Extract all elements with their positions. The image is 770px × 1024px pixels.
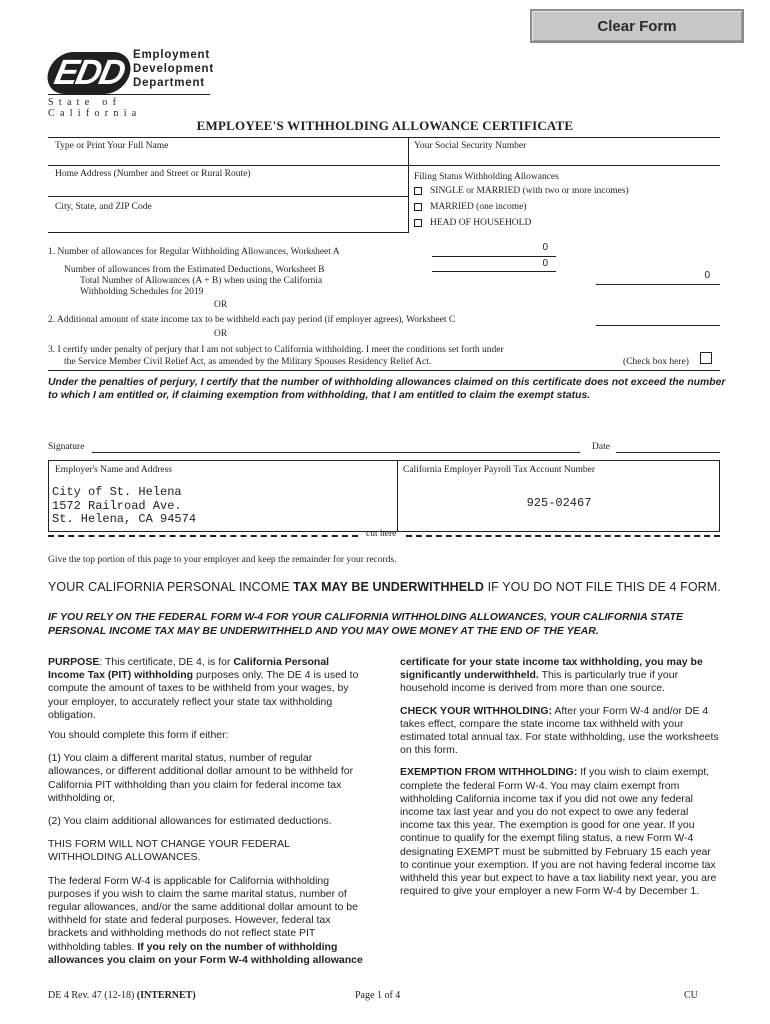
- employer-label: Employer's Name and Address: [55, 465, 173, 475]
- filing-option-hoh[interactable]: HEAD OF HOUSEHOLD: [414, 218, 531, 228]
- form-title: EMPLOYEE'S WITHHOLDING ALLOWANCE CERTIFICATE: [196, 118, 574, 133]
- checkbox-icon: [414, 219, 422, 227]
- check-box-label: (Check box here): [623, 357, 689, 367]
- exempt-checkbox[interactable]: [700, 352, 712, 364]
- employer-line-1: City of St. Helena: [52, 485, 182, 499]
- line1b-value[interactable]: 0: [542, 258, 548, 269]
- footer-code: CU: [684, 990, 698, 1001]
- line1c-label-b: Withholding Schedules for 2019: [80, 287, 204, 297]
- filing-option-single[interactable]: SINGLE or MARRIED (with two or more incomes): [414, 186, 629, 196]
- or-separator-1: OR: [214, 300, 228, 310]
- line1c-value[interactable]: 0: [704, 270, 710, 281]
- signature-label: Signature: [48, 442, 85, 452]
- page-number: Page 1 of 4: [355, 990, 401, 1001]
- cut-here-label: cut here: [366, 529, 397, 539]
- signature-field[interactable]: [92, 438, 580, 452]
- line3-label-a: 3. I certify under penalty of perjury that I am not subject to California withholding. I meet the conditions set forth under: [48, 345, 504, 355]
- line2-label: 2. Additional amount of state income tax to be withheld each pay period (if employer agrees), Worksheet C: [48, 315, 456, 325]
- date-label: Date: [592, 442, 610, 452]
- or-separator-2: OR: [214, 329, 228, 339]
- line1c-label-a: Total Number of Allowances (A + B) when using the California: [80, 276, 323, 286]
- employer-line-2: 1572 Railroad Ave.: [52, 498, 182, 513]
- filing-status-label: Filing Status Withholding Allowances: [414, 172, 559, 182]
- give-top-note: Give the top portion of this page to your employer and keep the remainder for your records.: [48, 555, 397, 565]
- info-column-left: [48, 656, 366, 974]
- condition-1: (1) You claim a different marital status, number of regular allowances, or different additional dollar amount to be withheld for California PIT withholding than you claim for federal income tax withholding or,: [48, 752, 354, 804]
- ssn-label: Your Social Security Number: [414, 141, 527, 151]
- logo-line-3: Department: [133, 77, 205, 89]
- employer-address[interactable]: [52, 486, 196, 527]
- info-column-right: [400, 656, 720, 905]
- payroll-label: California Employer Payroll Tax Account Number: [403, 465, 596, 475]
- line3-label-b: the Service Member Civil Relief Act, as amended by the Military Spouses Residency Relief Act.: [64, 357, 432, 367]
- payroll-value[interactable]: 925-02467: [526, 496, 592, 510]
- should-complete: You should complete this form if either:: [48, 729, 229, 742]
- purpose-paragraph: PURPOSE: This certificate, DE 4, is for California Personal Income Tax (PIT) withholding purposes only. The DE 4 is used to compute the amount of taxes to be withheld from your wages, by your employer, to accurately reflect your state tax withholding obligation.: [48, 656, 359, 721]
- edd-logo-icon: EDD: [44, 52, 135, 94]
- underwithheld-warning: YOUR CALIFORNIA PERSONAL INCOME TAX MAY BE UNDERWITHHELD IF YOU DO NOT FILE THIS DE 4 FORM.: [48, 580, 721, 594]
- ssn-field[interactable]: [412, 152, 718, 164]
- checkbox-icon: [414, 203, 422, 211]
- logo-state: State of California: [48, 94, 210, 119]
- checkbox-icon: [414, 187, 422, 195]
- check-withholding-paragraph: CHECK YOUR WITHHOLDING: After your Form W-4 and/or DE 4 takes effect, compare the state income tax withheld with your estimated total annual tax. For state withholding, use the worksheets on this form.: [400, 704, 719, 757]
- line2-field[interactable]: [596, 313, 720, 325]
- form-id: DE 4 Rev. 47 (12-18) (INTERNET): [48, 990, 196, 1001]
- city-field[interactable]: [52, 214, 404, 230]
- line1b-label: Number of allowances from the Estimated Deductions, Worksheet B: [64, 265, 325, 275]
- federal-notice: IF YOU RELY ON THE FEDERAL FORM W-4 FOR YOUR CALIFORNIA WITHHOLDING ALLOWANCES, YOUR CALIFORNIA STATE PERSONAL INCOME TAX MAY BE UNDERWITHHELD AND YOU MAY OWE MONEY AT THE END OF THE YEAR.: [48, 611, 684, 637]
- not-change-notice: THIS FORM WILL NOT CHANGE YOUR FEDERAL WITHHOLDING ALLOWANCES.: [48, 838, 290, 864]
- full-name-field[interactable]: [52, 152, 404, 164]
- employer-line-3: St. Helena, CA 94574: [52, 512, 197, 526]
- logo-line-2: Development: [133, 63, 215, 75]
- underwithheld-paragraph: certificate for your state income tax withholding, you may be significantly underwithheld. This is particularly true if your household income is derived from more than one source.: [400, 656, 703, 695]
- address-field[interactable]: [52, 180, 404, 194]
- federal-w4-paragraph: The federal Form W-4 is applicable for California withholding purposes if you wish to claim the same marital status, number of regular allowances, and/or the same additional dollar amount to be withheld for state and federal purposes. However, federal tax brackets and withholding methods do not reflect state PIT withholding tables. If you rely on the number of withholding allowances you claim on your Form W-4 withholding allowance: [48, 874, 363, 966]
- full-name-label: Type or Print Your Full Name: [55, 141, 169, 151]
- city-label: City, State, and ZIP Code: [55, 202, 152, 212]
- perjury-statement: Under the penalties of perjury, I certify that the number of withholding allowances claimed on this certificate does not exceed the number to which I am entitled or, if claiming exemption from withholding, that I am entitled to claim the exempt status.: [48, 377, 726, 401]
- line1-value[interactable]: 0: [542, 242, 548, 253]
- clear-form-button[interactable]: Clear Form: [530, 9, 744, 43]
- address-label: Home Address (Number and Street or Rural Route): [55, 169, 251, 179]
- exemption-paragraph: EXEMPTION FROM WITHHOLDING: If you wish to claim exempt, complete the federal Form W-4. You may claim exempt from withholding California income tax if you did not owe any federal income tax last year and you do not expect to owe any federal income tax this year. The exemption is good for one year. If you continue to qualify for the exempt filing status, a new Form W-4 designating EXEMPT must be submitted by February 15 each year to continue your exemption. If you are not having federal income tax withheld this year but expect to have a tax liability next year, you are required to give your employer a new Form W-4 by December 1.: [400, 766, 717, 898]
- line1-label: 1. Number of allowances for Regular Withholding Allowances, Worksheet A: [48, 247, 340, 257]
- condition-2: (2) You claim additional allowances for estimated deductions.: [48, 815, 332, 828]
- filing-option-married[interactable]: MARRIED (one income): [414, 202, 527, 212]
- logo-department-name: [133, 48, 214, 90]
- date-field[interactable]: [616, 438, 720, 452]
- logo-line-1: Employment: [133, 49, 211, 61]
